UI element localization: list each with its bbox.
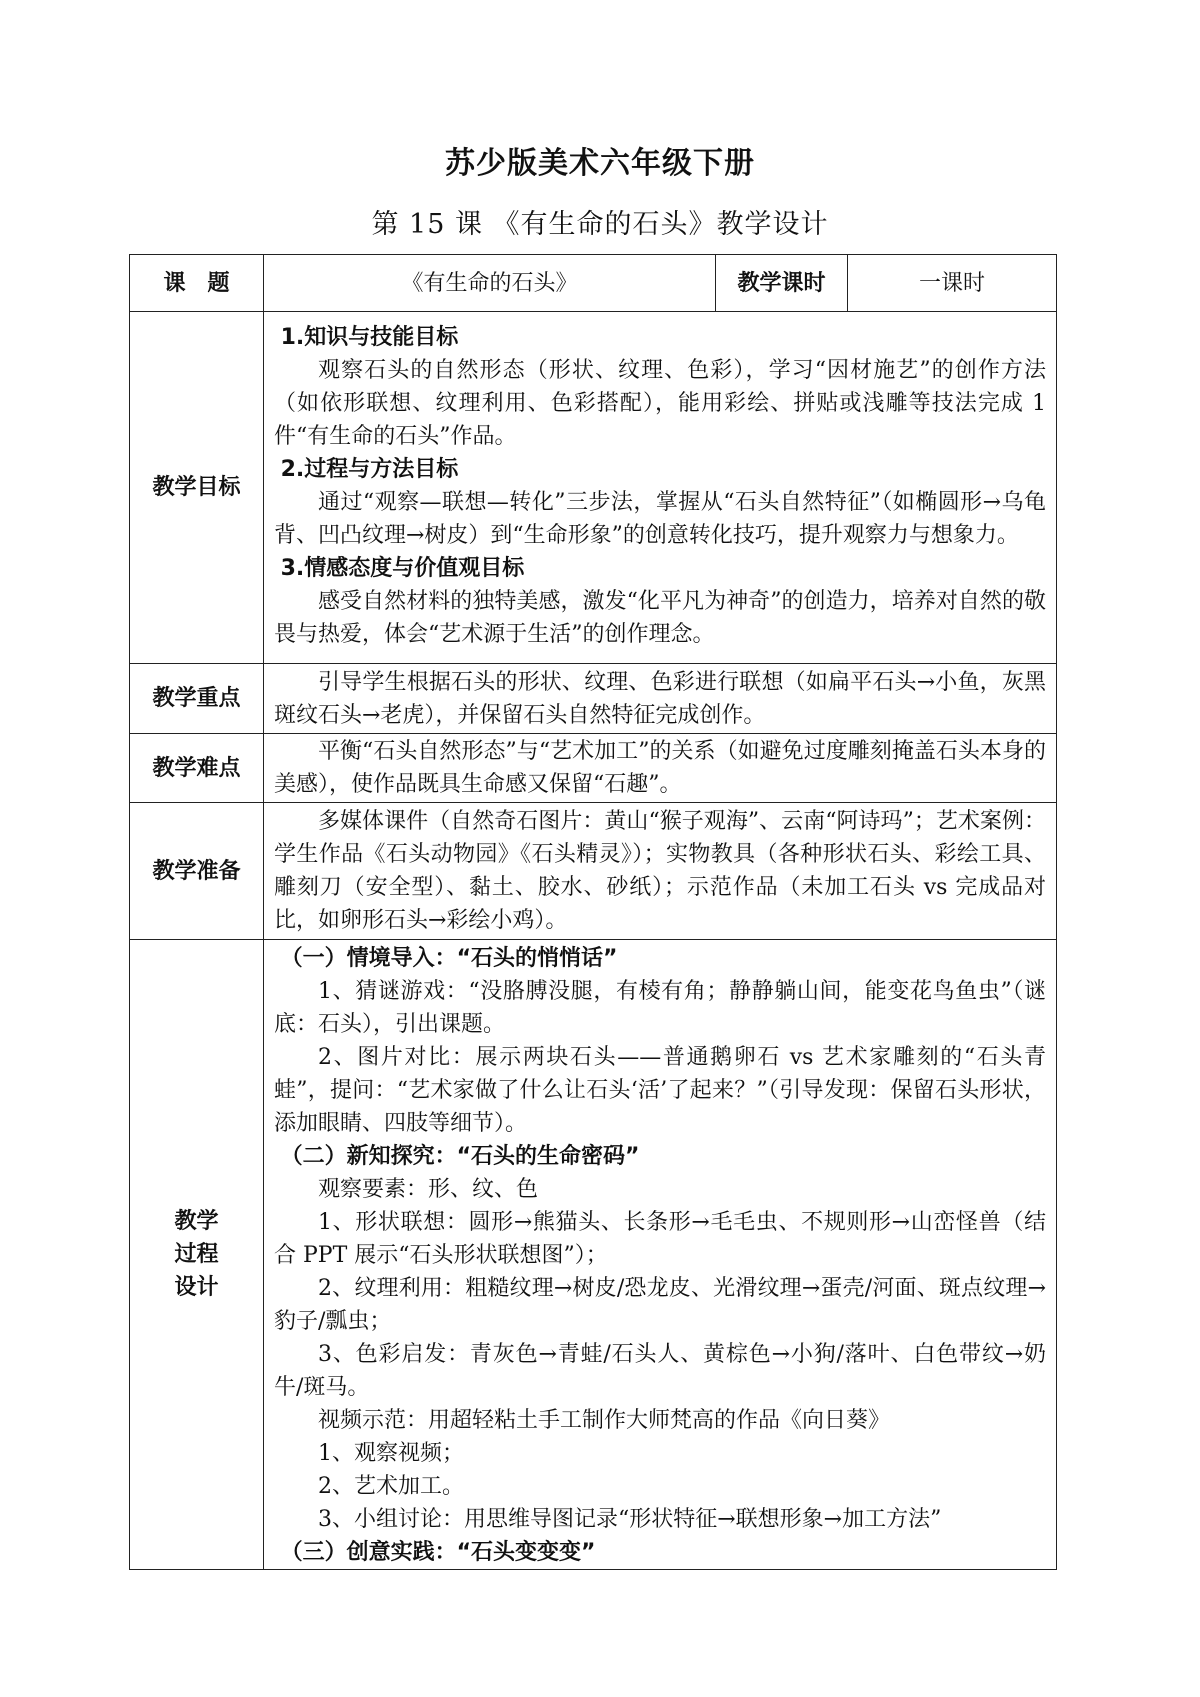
intro-comparison: 2、图片对比：展示两块石头——普通鹅卵石 vs 艺术家雕刻的“石头青蛙”，提问：“艺术家做了什么让石头‘活’了起来？”（引导发现：保留石头形状，添加眼睛、四肢等细节）。	[274, 1045, 1046, 1136]
process-label	[130, 940, 264, 1570]
goal-text-knowledge: 观察石头的自然形态（形状、纹理、色彩），学习“因材施艺”的创作方法（如依形联想、纹理利用、色彩搭配），能用彩绘、拼贴或浅雕等技法完成 1 件“有生命的石头”作品。	[274, 357, 1046, 449]
prep-text: 多媒体课件（自然奇石图片：黄山“猴子观海”、云南“阿诗玛”；艺术案例：学生作品《石头动物园》《石头精灵》）；实物教具（各种形状石头、彩绘工具、雕刻刀（安全型）、黏土、胶水、砂纸）；示范作品（未加工石头 vs 完成品对比，如卵形石头→彩绘小鸡）。	[264, 803, 1057, 940]
explore-elements: 观察要素：形、纹、色	[318, 1177, 539, 1202]
document-subtitle: 第 15 课 《有生命的石头》教学设计	[371, 209, 829, 240]
process-label-line1: 教学	[174, 1209, 219, 1234]
section-explore-heading: （二）新知探究：“石头的生命密码”	[280, 1144, 640, 1169]
explore-color: 3、色彩启发：青灰色→青蛙/石头人、黄棕色→小狗/落叶、白色带纹→奶牛/斑马。	[274, 1342, 1046, 1400]
explore-step2: 2、艺术加工。	[318, 1474, 464, 1499]
intro-riddle: 1、猜谜游戏：“没胳膊没腿，有棱有角；静静躺山间，能变花鸟鱼虫”（谜底：石头），引出课题。	[274, 979, 1046, 1037]
topic-label: 课 题	[130, 255, 264, 312]
prep-label: 教学准备	[130, 803, 264, 940]
difficulty-label: 教学难点	[130, 734, 264, 803]
row-process	[130, 940, 1057, 1570]
row-focus	[130, 664, 1057, 734]
goal-heading-attitude: 3.情感态度与价值观目标	[280, 555, 525, 581]
hours-value: 一课时	[848, 255, 1057, 312]
goals-content	[264, 312, 1057, 664]
lesson-plan-table	[129, 254, 1057, 1570]
explore-shape: 1、形状联想：圆形→熊猫头、长条形→毛毛虫、不规则形→山峦怪兽（结合 PPT 展示“石头形状联想图”）；	[274, 1210, 1046, 1268]
difficulty-text: 平衡“石头自然形态”与“艺术加工”的关系（如避免过度雕刻掩盖石头本身的美感），使作品既具生命感又保留“石趣”。	[264, 734, 1057, 803]
explore-texture: 2、纹理利用：粗糙纹理→树皮/恐龙皮、光滑纹理→蛋壳/河面、斑点纹理→豹子/瓢虫；	[274, 1276, 1046, 1334]
process-label-line3: 设计	[174, 1275, 219, 1300]
goal-text-attitude: 感受自然材料的独特美感，激发“化平凡为神奇”的创造力，培养对自然的敬畏与热爱，体会“艺术源于生活”的创作理念。	[274, 588, 1046, 647]
focus-text: 引导学生根据石头的形状、纹理、色彩进行联想（如扁平石头→小鱼，灰黑斑纹石头→老虎），并保留石头自然特征完成创作。	[264, 664, 1057, 734]
explore-video: 视频示范：用超轻粘土手工制作大师梵高的作品《向日葵》	[318, 1408, 891, 1433]
process-label-line2: 过程	[174, 1242, 219, 1267]
row-difficulty	[130, 734, 1057, 803]
row-prep	[130, 803, 1057, 940]
explore-step3: 3、小组讨论：用思维导图记录“形状特征→联想形象→加工方法”	[318, 1507, 942, 1532]
topic-value: 《有生命的石头》	[264, 255, 716, 312]
explore-step1: 1、观察视频；	[318, 1441, 464, 1466]
row-goals	[130, 312, 1057, 664]
document-title: 苏少版美术六年级下册	[445, 146, 755, 181]
section-intro-heading: （一）情境导入：“石头的悄悄话”	[280, 946, 618, 971]
goal-heading-process: 2.过程与方法目标	[280, 456, 459, 482]
focus-label: 教学重点	[130, 664, 264, 734]
hours-label: 教学课时	[716, 255, 848, 312]
section-practice-heading: （三）创意实践：“石头变变变”	[280, 1540, 596, 1565]
process-content	[264, 940, 1057, 1570]
goal-heading-knowledge: 1.知识与技能目标	[280, 324, 459, 350]
goals-label: 教学目标	[130, 312, 264, 664]
goal-text-process: 通过“观察—联想—转化”三步法，掌握从“石头自然特征”（如椭圆形→乌龟背、凹凸纹理→树皮）到“生命形象”的创意转化技巧，提升观察力与想象力。	[274, 489, 1046, 548]
row-topic	[130, 255, 1057, 312]
